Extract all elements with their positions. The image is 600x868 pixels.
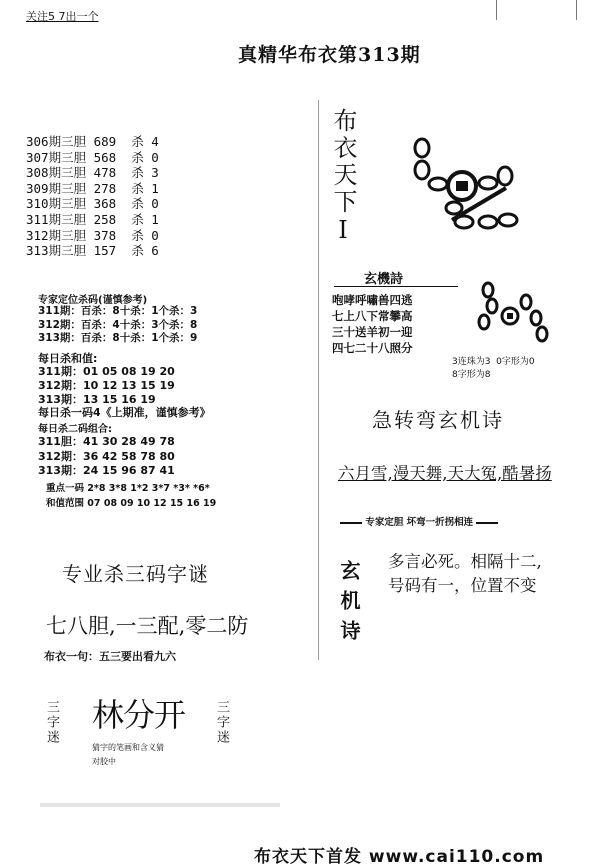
turn-title: 急转弯玄机诗 [372, 408, 504, 432]
daily-kill-one-rows [38, 435, 175, 479]
bead-caption-1: 3连珠为3 0字形为0 [452, 357, 535, 367]
poem-line-2: 号码有一，位置不变 [388, 576, 537, 595]
list-item: 309期三胆 278 杀 1 [26, 180, 159, 196]
list-item: 308期三胆 478 杀 3 [26, 165, 159, 181]
turn-line: 六月雪,漫天舞,天大冤,酷暑扬 [338, 464, 552, 483]
list-item: 312期：10 12 13 15 19 [38, 378, 175, 392]
bu-yi-tian-xia-title: 布衣天下I [329, 108, 357, 247]
poem-line-1: 多言必死。相隔十二, [388, 552, 542, 571]
expert-kill-rows [38, 305, 197, 346]
list-item: 311期：百杀：8十杀：1个杀：3 [38, 305, 198, 317]
xuanji-header [334, 268, 458, 287]
daily-kill-two-subtitle: 每日杀二码组合: [38, 424, 112, 435]
list-item: 307期三胆 568 杀 0 [26, 149, 159, 165]
list-item: 312期：百杀：4十杀：3个杀：8 [38, 318, 198, 331]
word-left: 三字迷 [44, 700, 59, 745]
faint-text-strip [40, 803, 280, 807]
list-item: 306期三胆 689 杀 4 [26, 134, 159, 149]
riddle-note: 布衣一句：五三要出看九六 [44, 650, 176, 663]
bead-figure-image [470, 278, 560, 348]
page-title: 真精华布衣第313期 [238, 44, 421, 66]
three-dan-list [26, 134, 159, 259]
riddle-hint-2: 对胶中 [92, 757, 116, 766]
word-right: 三字迷 [214, 700, 229, 745]
riddle-hint: 猜字的笔画和含义猜 [92, 743, 164, 752]
top-divider-2 [576, 0, 577, 20]
list-item: 311期三胆 258 杀 1 [26, 211, 159, 227]
focus-digit: 重点一码 2*8 3*8 1*2 3*7 *3* *6* [46, 483, 210, 494]
main-word: 林分开 [92, 696, 186, 734]
poem-line: 三十送羊初一迎 [332, 325, 413, 339]
daily-kill-one-title: 每日杀一码4《上期准，谨慎参考》 [38, 406, 211, 419]
list-item: 310期三胆 368 杀 0 [26, 196, 159, 212]
chain-figure-image [408, 128, 528, 238]
daily-kill-sum-rows [38, 365, 175, 406]
list-item: 313期：24 15 96 87 41 [38, 464, 175, 477]
list-item: 313期：13 15 16 19 [38, 392, 156, 406]
riddle-title: 专业杀三码字谜 [62, 562, 209, 586]
daily-kill-sum-title: 每日杀和值: [38, 352, 98, 365]
poem-line: 咆哮呼嘯兽四逃 [332, 293, 413, 307]
list-item: 313期：百杀：8十杀：1个杀：9 [38, 332, 198, 344]
sum-range: 和值范围 07 08 09 10 12 15 16 19 [46, 498, 217, 509]
expert-kill-title: 专家定位杀码(谨慎参考) [38, 295, 148, 306]
list-item: 311胆：41 30 28 49 78 [38, 435, 175, 448]
riddle-line: 七八胆,一三配,零二防 [46, 614, 249, 638]
xuanji-title: 玄機詩 [364, 272, 404, 287]
follow-note: 关注5 7出一个 [26, 10, 99, 23]
bead-caption-2: 8字形为8 [452, 370, 491, 380]
poem-line: 七上八下常攀高 [332, 309, 413, 323]
expert-banner-text: 专家定胆 坏弯一折拐相连 [365, 517, 474, 528]
poem-line: 四七二十八照分 [332, 341, 413, 355]
poem-side-title: 玄机诗 [337, 560, 361, 650]
column-divider [318, 100, 319, 660]
expert-banner [340, 514, 546, 526]
list-item: 313期三胆 157 杀 6 [26, 243, 159, 259]
xuanji-poem [332, 292, 413, 356]
list-item: 312期三胆 378 杀 0 [26, 227, 159, 243]
footer-site: 布衣天下首发 www.cai110.com [254, 847, 545, 867]
list-item: 311期：01 05 08 19 20 [38, 365, 175, 378]
top-divider-1 [496, 0, 497, 20]
list-item: 312期：36 42 58 78 80 [38, 449, 175, 463]
